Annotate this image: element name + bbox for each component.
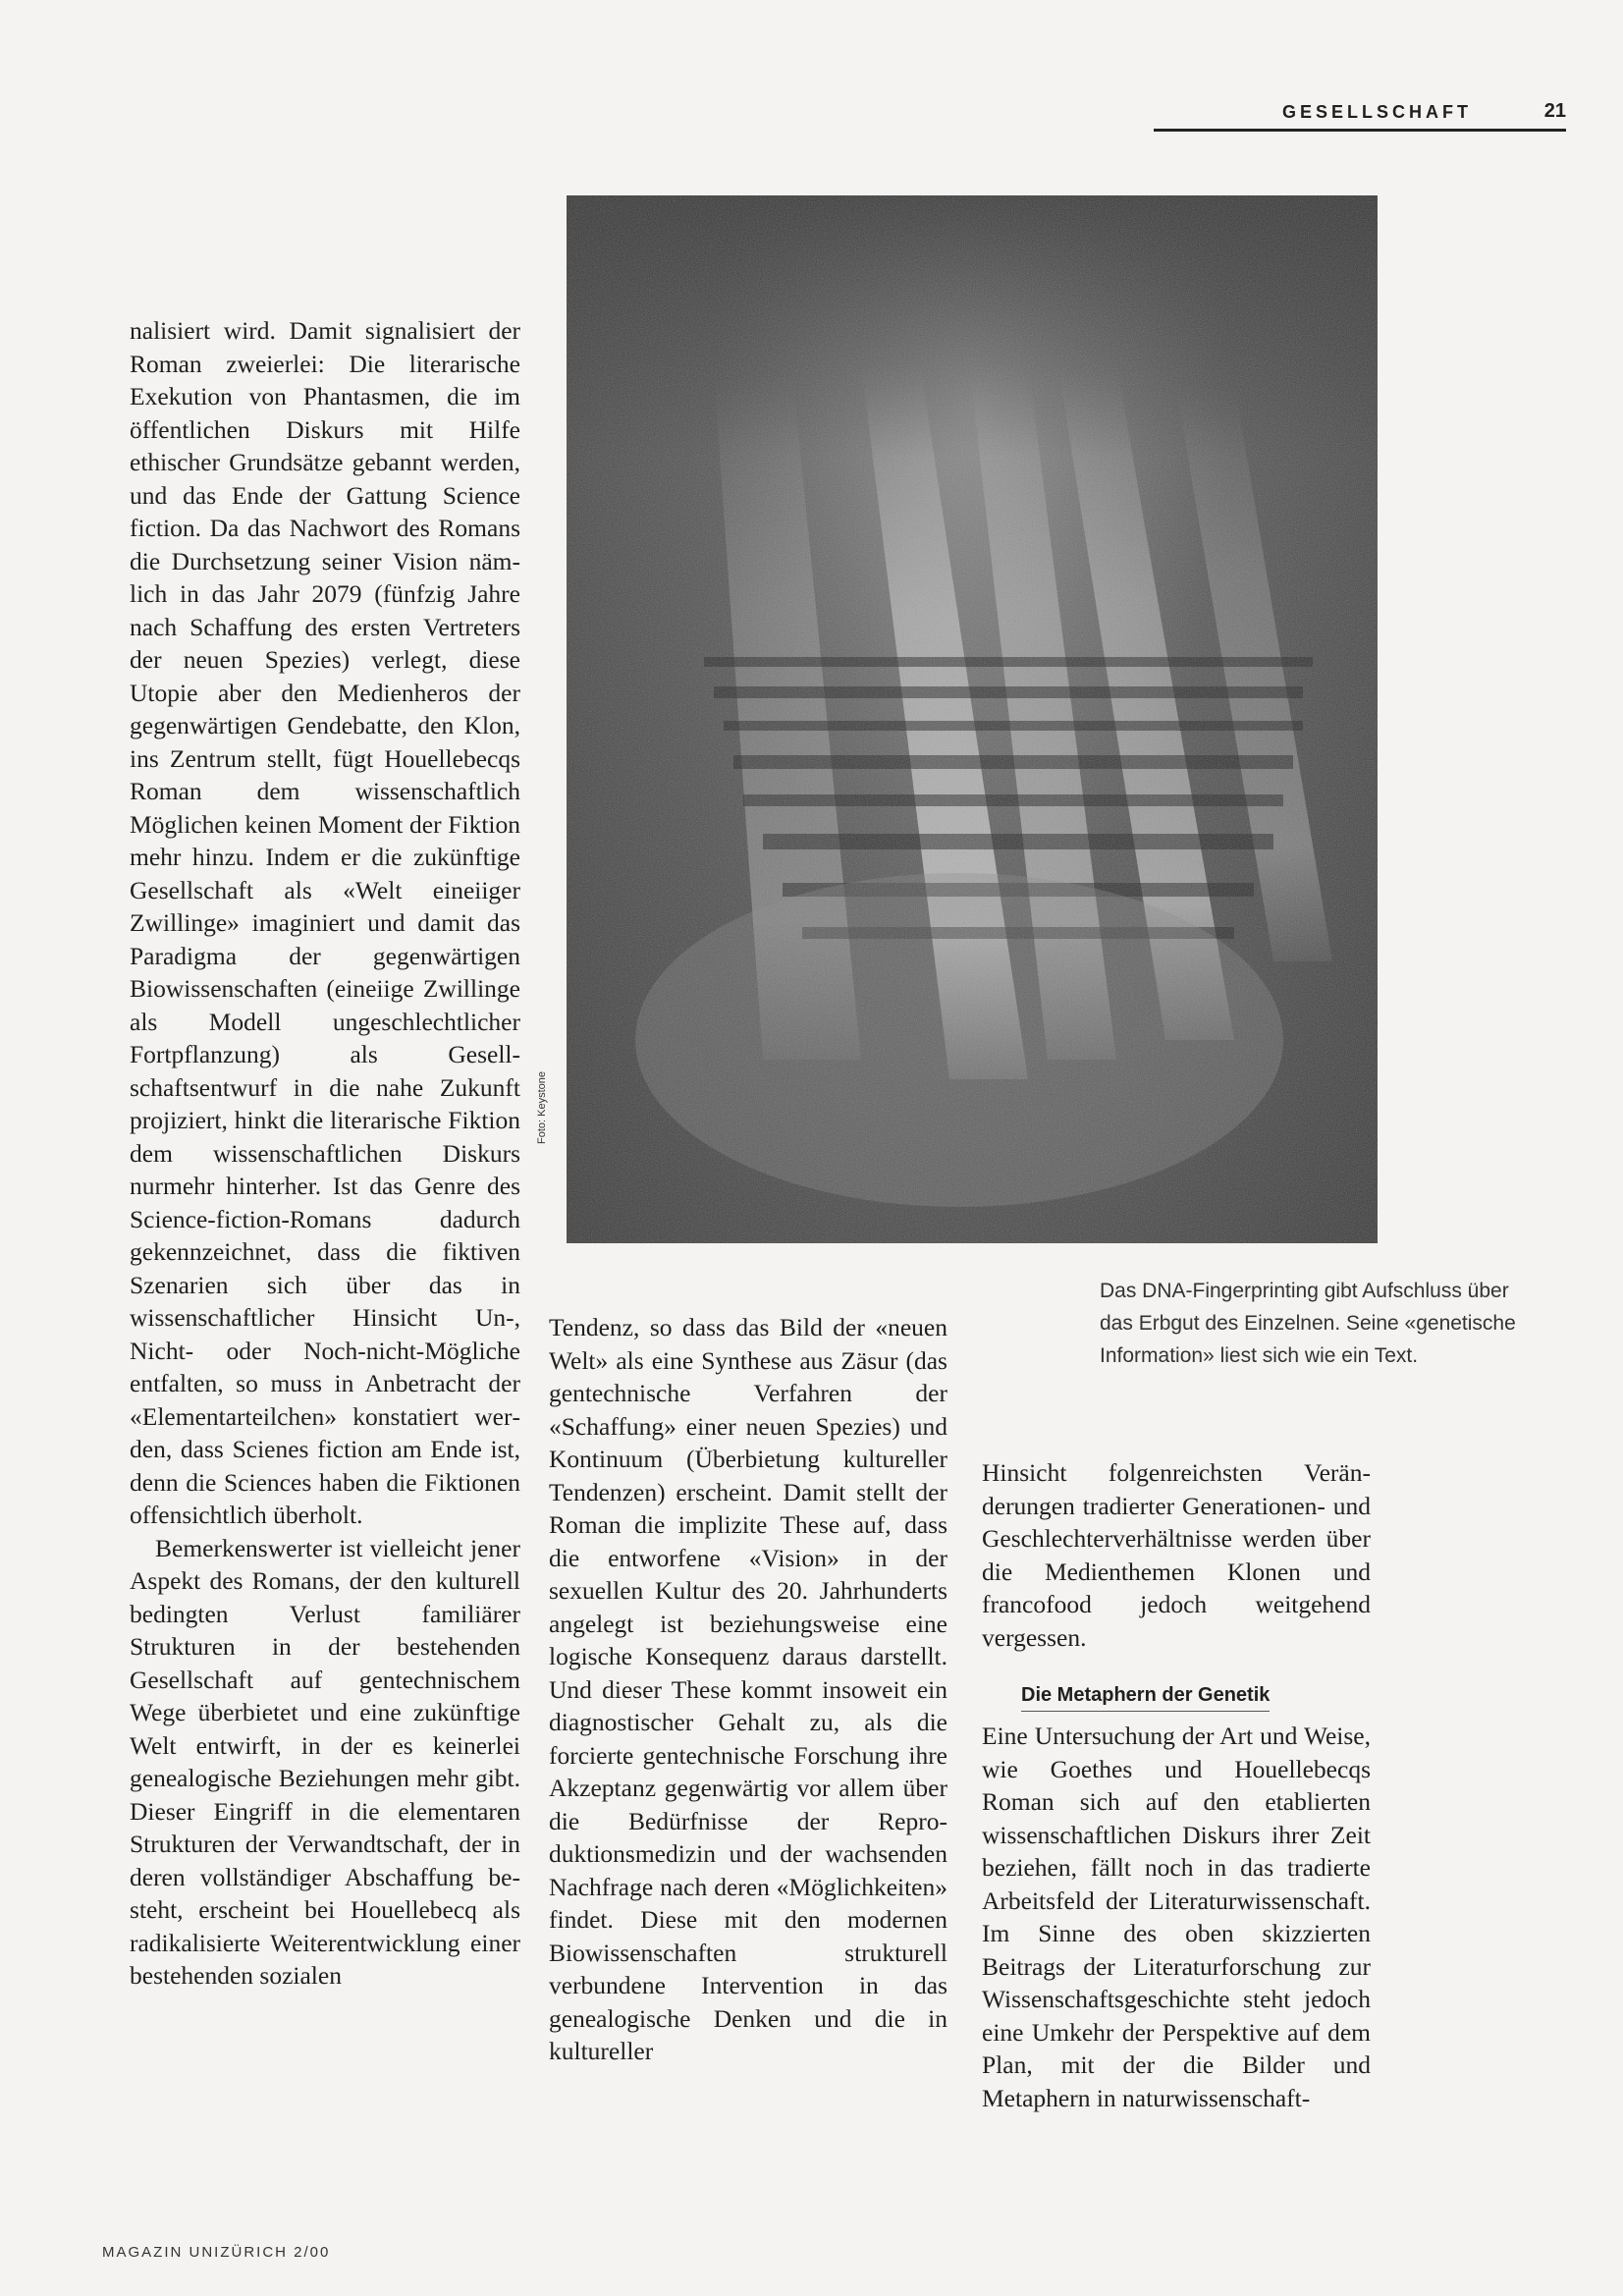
paragraph: nalisiert wird. Damit signalisiert der Roman zweierlei: Die literarische Exekution von Phantasmen, die im öffentlichen Diskurs mit Hilfe ethischer Grundsätze gebannt werden, und das Ende der Gattung Science fiction. Da das Nachwort des Romans die Durchsetzung seiner Vision nämlich in das Jahr 2079 (fünfzig Jahre nach Schaffung des ersten Vertreters der neuen Spezies) verlegt, diese Utopie aber den Medienheros der gegenwärtigen Gendebatte, den Klon, ins Zentrum stellt, fügt Houellebecqs Roman dem wissenschaftlich Möglichen keinen Moment der Fiktion mehr hinzu. Indem er die zukünftige Gesellschaft als «Welt eineiiger Zwillinge» imaginiert und damit das Paradigma der gegenwärtigen Biowissenschaften (eineiige Zwillinge als Modell ungeschlechtlicher Fortpflanzung) als Gesellschaftsentwurf in die nahe Zukunft projiziert, hinkt die literarische Fiktion dem wissenschaftlichen Diskurs nurmehr hinterher. Ist das Genre des Science-fiction-Romans dadurch gekennzeichnet, dass die fiktiven Szenarien sich über das in wissenschaftlicher Hinsicht Un-, Nicht- oder Noch-nicht-Mögliche entfalten, so muss in Anbetracht der «Elementarteilchen» konstatiert werden, dass Scienes fiction am Ende ist, denn die Sciences haben die Fiktionen offensichtlich überholt. — [130, 316, 520, 1529]
photo-credit: Foto: Keystone — [536, 1071, 548, 1144]
running-header — [1154, 102, 1566, 132]
paragraph: Eine Untersuchung der Art und Weise, wie Goethes und Houellebecqs Roman sich auf den etablierten wissenschaftlichen Diskurs ihrer Zeit beziehen, fällt noch in das tradierte Arbeitsfeld der Literaturwissenschaft. Im Sinne des oben skizzierten Beitrags der Literaturforschung zur Wissenschaftsgeschichte steht jedoch eine Umkehr der Perspektive auf dem Plan, mit der die Bilder und Metaphern in naturwissenschaft- — [982, 1722, 1371, 2112]
photo-caption: Das DNA-Fingerprinting gibt Aufschluss über das Erbgut des Einzelnen. Seine «genetische Information» liest sich wie ein Text. — [1100, 1280, 1516, 1367]
paragraph: Tendenz, so dass das Bild der «neuen Welt» als eine Synthese aus Zäsur (das gentechnische Verfahren der «Schaffung» einer neuen Spezies) und Kontinuum (Überbietung kultureller Tendenzen) erscheint. Damit stellt der Roman die implizite These auf, dass die entworfene «Vision» in der sexuellen Kultur des 20. Jahrhunderts angelegt ist beziehungsweise eine logische Konsequenz daraus darstellt. Und dieser These kommt insoweit ein diagnostischer Gehalt zu, als die forcierte gentechnische Forschung ihre Akzeptanz gegenwärtig vor allem über die Bedürfnisse der Reproduktionsmedizin und der wachsenden Nachfrage nach deren «Möglichkeiten» findet. Diese mit den modernen Biowissenschaften strukturell verbundene Intervention in das genealogische Denken und die in kultureller — [549, 1313, 947, 2065]
paragraph: Bemerkenswerter ist vielleicht jener Aspekt des Romans, der den kulturell bedingten Verlust familiärer Strukturen in der bestehenden Gesellschaft auf gentechnischem Wege überbietet und eine zukünftige Welt entwirft, in der es keinerlei genealogische Beziehungen mehr gibt. Dieser Eingriff in die elementaren Strukturen der Verwandtschaft, der in deren vollständiger Abschaffung besteht, erscheint bei Houellebecq als radikalisierte Weiterentwicklung einer bestehenden sozialen — [130, 1533, 520, 1990]
dna-fingerprint-photo — [567, 195, 1378, 1243]
header-rule — [1154, 129, 1566, 132]
paragraph: Hinsicht folgenreichsten Veränderungen tradierter Generationen- und Geschlechterverhältnisse werden über die Medienthemen Klonen und francofood jedoch weitgehend vergessen. — [982, 1458, 1371, 1652]
page-number: 21 — [1543, 100, 1566, 122]
text-column-3 — [982, 1456, 1371, 2114]
text-column-2 — [549, 1311, 947, 2068]
text-column-1 — [130, 314, 520, 1993]
magazine-footer: MAGAZIN UNIZÜRICH 2/00 — [102, 2244, 331, 2261]
section-subheading: Die Metaphern der Genetik — [1021, 1681, 1270, 1712]
section-title: GESELLSCHAFT — [1281, 102, 1472, 122]
